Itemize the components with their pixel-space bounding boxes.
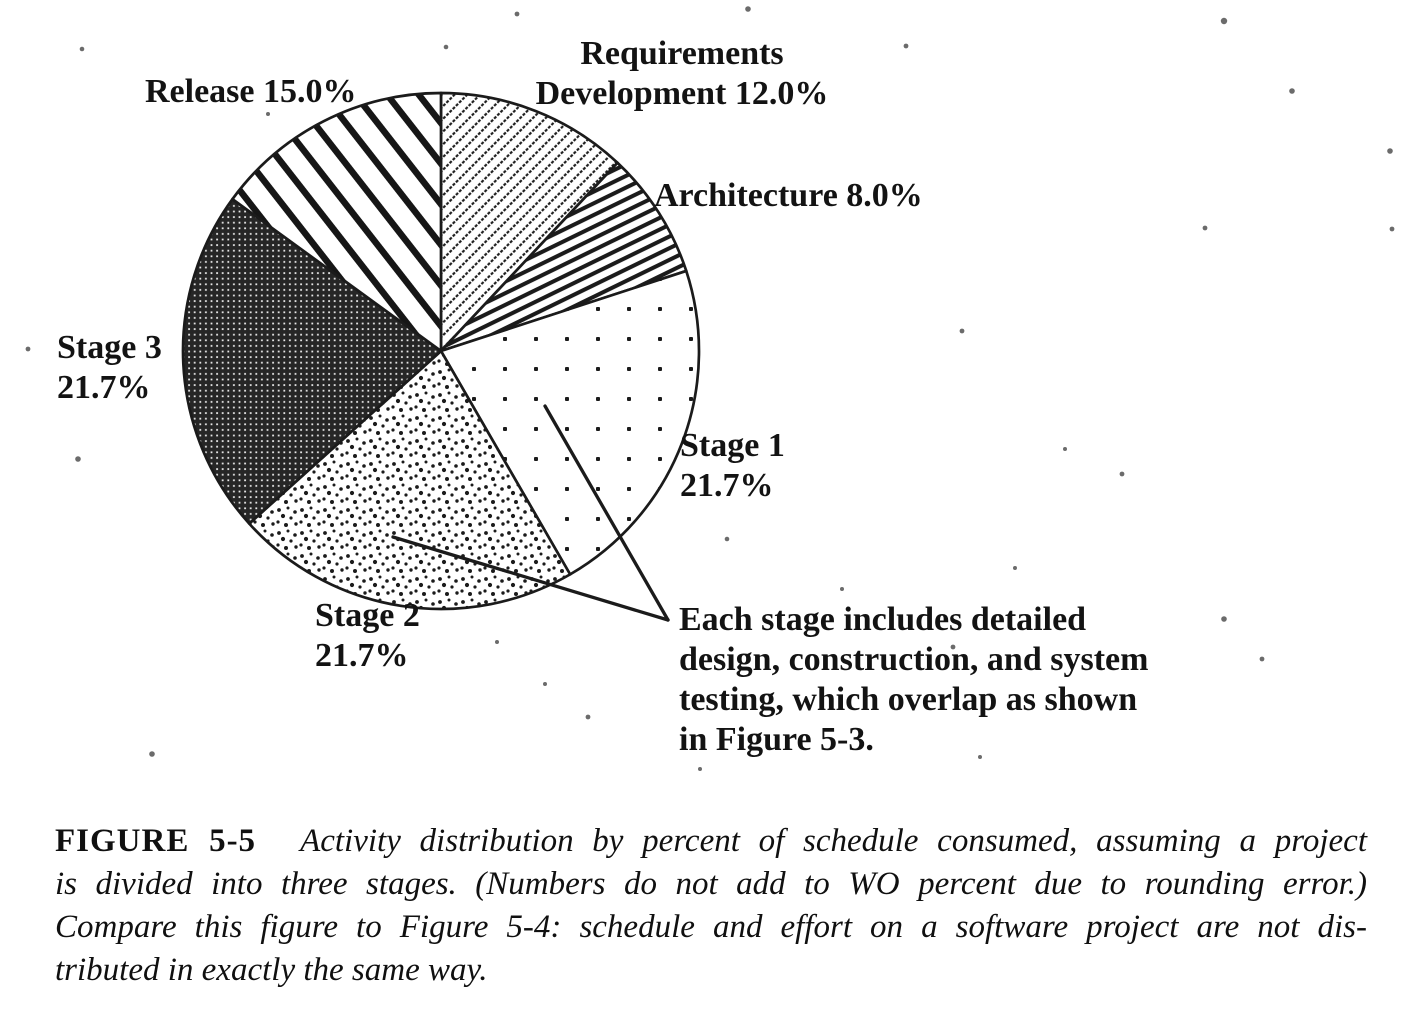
annotation-line2: design, construction, and system xyxy=(679,641,1149,678)
caption-line4: tributed in exactly the same way. xyxy=(55,952,488,988)
label-stage3 xyxy=(57,328,162,408)
label-architecture-text: Architecture 8.0% xyxy=(654,177,923,214)
label-requirements-line1: Requirements xyxy=(580,35,784,72)
label-stage2-percent: 21.7% xyxy=(315,637,409,674)
label-release-text: Release 15.0% xyxy=(145,73,357,110)
caption-line2: is divided into three stages. (Numbers do not add to WO percent due to rounding error.) xyxy=(55,866,1367,902)
annotation-line4: in Figure 5-3. xyxy=(679,721,874,758)
caption-line1 xyxy=(55,820,1367,863)
pie-slices xyxy=(183,93,699,609)
label-stage2-name: Stage 2 xyxy=(315,597,420,634)
label-stage1-percent: 21.7% xyxy=(680,467,774,504)
annotation-line1: Each stage includes detailed xyxy=(679,601,1087,638)
label-stage2 xyxy=(315,596,420,676)
label-stage1 xyxy=(680,426,785,506)
label-stage3-name: Stage 3 xyxy=(57,329,162,366)
stage-annotation xyxy=(679,600,1148,760)
label-requirements-development xyxy=(497,34,867,114)
figure-caption xyxy=(55,820,1367,992)
label-stage3-percent: 21.7% xyxy=(57,369,151,406)
annotation-line3: testing, which overlap as shown xyxy=(679,681,1138,718)
label-architecture xyxy=(654,176,923,216)
figure-number: FIGURE 5-5 xyxy=(55,823,257,859)
label-requirements-line2: Development 12.0% xyxy=(535,75,829,112)
caption-line1-text: Activity distribution by percent of schedule consumed, assuming a project xyxy=(300,823,1367,859)
caption-line3: Compare this figure to Figure 5-4: schedule and effort on a software project are not dis- xyxy=(55,909,1367,945)
label-stage1-name: Stage 1 xyxy=(680,427,785,464)
label-release xyxy=(145,72,357,112)
